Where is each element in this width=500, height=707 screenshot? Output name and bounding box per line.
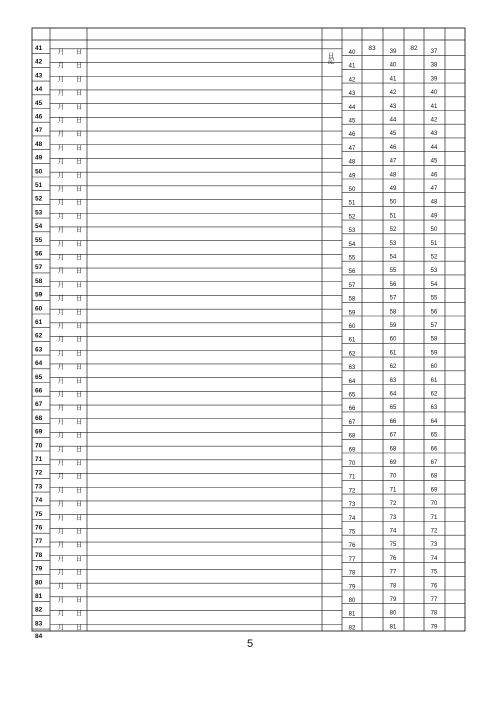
tally-value-c: 49 (430, 213, 438, 220)
tally-value-c: 45 (430, 158, 438, 165)
tally-value-b: 80 (389, 610, 397, 617)
tally-value-c: 68 (430, 473, 438, 480)
tally-value-c: 79 (430, 624, 438, 631)
tally-value-c: 78 (430, 610, 438, 617)
tally-value-a: 56 (348, 269, 356, 276)
date-month-label: 月 (57, 199, 65, 207)
tally-value-a: 61 (348, 337, 356, 344)
date-day-label: 日 (75, 89, 83, 97)
tally-value-b: 67 (389, 432, 397, 439)
row-number: 77 (35, 538, 43, 546)
row-number: 83 (35, 620, 43, 628)
tally-value-c: 60 (430, 364, 438, 371)
date-day-label: 日 (75, 212, 83, 220)
date-month-label: 月 (57, 404, 65, 412)
tally-value-b: 78 (389, 583, 397, 590)
date-day-label: 日 (75, 500, 83, 508)
tally-value-a: 72 (348, 488, 356, 495)
tally-value-c: 48 (430, 199, 438, 206)
date-day-label: 日 (75, 569, 83, 577)
tally-value-b: 58 (389, 309, 397, 316)
tally-value-a: 77 (348, 556, 356, 563)
tally-value-c: 70 (430, 501, 438, 508)
row-number: 62 (35, 332, 43, 340)
row-number: 82 (35, 606, 43, 614)
date-month-label: 月 (57, 158, 65, 166)
tally-value-a: 47 (348, 145, 356, 152)
date-day-label: 日 (75, 199, 83, 207)
tally-value-c: 37 (430, 49, 438, 55)
tally-value-c: 55 (430, 295, 438, 302)
tally-value-a: 75 (348, 529, 356, 536)
date-month-label: 月 (57, 62, 65, 70)
tally-value-c: 75 (430, 569, 438, 576)
tally-value-a: 76 (348, 543, 356, 550)
date-day-label: 日 (75, 404, 83, 412)
row-number: 48 (35, 140, 43, 148)
tally-value-c: 40 (430, 90, 438, 97)
tally-value-b: 48 (389, 172, 397, 179)
date-day-label: 日 (75, 349, 83, 357)
tally-value-a: 54 (348, 241, 356, 248)
tally-value-b: 72 (389, 501, 397, 508)
date-month-label: 月 (57, 528, 65, 535)
tally-value-b: 47 (389, 158, 397, 165)
date-day-label: 日 (75, 75, 83, 83)
tally-value-a: 64 (348, 378, 356, 385)
row-number: 68 (35, 414, 43, 422)
tally-value-c: 67 (430, 460, 438, 466)
tally-value-a: 42 (348, 77, 356, 84)
tally-value-a: 79 (348, 584, 356, 591)
date-day-label: 日 (75, 363, 83, 371)
tally-value-b: 81 (389, 624, 397, 631)
date-day-label: 日 (75, 295, 83, 303)
row-number: 67 (35, 401, 43, 409)
tally-value-a: 58 (348, 296, 356, 303)
tally-value-c: 42 (430, 117, 438, 124)
tally-value-a: 65 (348, 392, 356, 399)
tally-value-a: 53 (348, 228, 356, 235)
tally-value-a: 48 (348, 159, 356, 166)
row-number: 78 (35, 551, 43, 559)
tally-value-c: 56 (430, 309, 438, 316)
date-month-label: 月 (57, 610, 65, 618)
date-month-label: 月 (57, 418, 65, 426)
tally-value-b: 75 (389, 542, 397, 549)
tally-value-b: 73 (389, 514, 397, 521)
row-number: 46 (35, 113, 43, 121)
row-number: 54 (35, 223, 43, 231)
tally-value-b: 63 (389, 377, 397, 384)
row-number: 49 (35, 154, 43, 162)
row-number: 75 (35, 510, 43, 518)
tally-value-c: 69 (430, 487, 438, 494)
date-month-label: 月 (57, 240, 65, 248)
row-number: 63 (35, 346, 43, 354)
row-number: 76 (35, 524, 43, 532)
date-month-label: 月 (57, 295, 65, 303)
tally-value-a: 63 (348, 365, 356, 372)
tally-value-a: 40 (348, 50, 356, 56)
tally-value-b: 40 (389, 62, 397, 69)
date-month-label: 月 (57, 582, 65, 590)
tally-value-c: 47 (430, 186, 438, 192)
tally-value-a: 45 (348, 118, 356, 125)
tally-value-b: 53 (389, 240, 397, 247)
date-month-label: 月 (57, 281, 65, 289)
row-number: 56 (35, 250, 43, 258)
tally-value-c: 73 (430, 542, 438, 549)
row-number: 72 (35, 469, 43, 477)
date-day-label: 日 (75, 555, 83, 563)
tally-value-a: 71 (348, 474, 356, 481)
date-month-label: 月 (57, 500, 65, 508)
date-day-label: 日 (75, 623, 83, 631)
tally-value-b: 74 (389, 528, 397, 535)
date-day-label: 日 (75, 144, 83, 152)
tally-value-c: 64 (430, 418, 438, 425)
date-day-label: 日 (75, 308, 83, 316)
row-number: 65 (35, 373, 43, 381)
tally-value-b: 56 (389, 281, 397, 288)
tally-value-c: 71 (430, 514, 438, 521)
tally-value-c: 46 (430, 172, 438, 179)
date-day-label: 日 (75, 541, 83, 549)
tally-value-a: 69 (348, 447, 356, 454)
row-number: 50 (35, 168, 43, 176)
row-number: 69 (35, 428, 43, 436)
date-day-label: 日 (75, 445, 83, 453)
tally-value-b: 76 (389, 555, 397, 562)
tally-value-a: 49 (348, 173, 356, 180)
row-number: 59 (35, 291, 43, 299)
tally-value-a: 62 (348, 351, 356, 358)
row-number: 74 (35, 497, 43, 505)
tally-value-b: 44 (389, 117, 397, 124)
date-day-label: 日 (75, 281, 83, 289)
row-number: 43 (35, 72, 43, 80)
row-number: 70 (35, 442, 43, 450)
tally-value-b: 59 (389, 323, 397, 329)
date-month-label: 月 (57, 541, 65, 549)
row-number: 45 (35, 99, 43, 107)
date-day-label: 日 (75, 391, 83, 398)
tally-value-c: 76 (430, 583, 438, 590)
date-day-label: 日 (75, 610, 83, 618)
tally-value-b: 43 (389, 103, 397, 110)
tally-value-a: 55 (348, 255, 356, 262)
tally-value-a: 81 (348, 611, 356, 618)
tally-value-b: 62 (389, 364, 397, 371)
row-number: 42 (35, 58, 43, 66)
date-month-label: 月 (57, 89, 65, 97)
tally-value-a: 46 (348, 132, 356, 139)
row-number: 41 (35, 45, 43, 52)
tally-value-b: 52 (389, 227, 397, 234)
tally-value-b: 54 (389, 254, 397, 261)
tally-value-b: 42 (389, 90, 397, 97)
date-month-label: 月 (57, 75, 65, 83)
tally-value-a: 44 (348, 104, 356, 111)
row-number: 55 (35, 236, 43, 244)
tally-value-b: 69 (389, 460, 397, 466)
tally-value-b: 64 (389, 391, 397, 398)
date-month-label: 月 (57, 623, 65, 631)
row-number: 60 (35, 305, 43, 313)
date-day-label: 日 (75, 171, 83, 179)
date-month-label: 月 (57, 445, 65, 453)
tally-value-b: 49 (389, 186, 397, 192)
tally-value-a: 43 (348, 91, 356, 98)
tally-value-b: 60 (389, 336, 397, 343)
date-month-label: 月 (57, 212, 65, 220)
tally-value-b: 55 (389, 268, 397, 275)
tally-value-b: 61 (389, 350, 397, 357)
row-number: 80 (35, 579, 43, 587)
row-number: 71 (35, 456, 43, 463)
row-number: 73 (35, 483, 43, 491)
header-number-left: 83 (368, 45, 376, 52)
row-number: 44 (35, 86, 43, 94)
tally-value-c: 61 (430, 377, 438, 384)
tally-value-b: 57 (389, 295, 397, 302)
row-number: 53 (35, 209, 43, 217)
date-month-label: 月 (57, 514, 65, 522)
tally-value-c: 58 (430, 336, 438, 343)
tally-value-a: 70 (348, 461, 356, 467)
tally-value-b: 77 (389, 569, 397, 576)
date-day-label: 日 (75, 596, 83, 604)
tally-value-a: 68 (348, 433, 356, 440)
tally-value-b: 65 (389, 405, 397, 412)
date-day-label: 日 (75, 103, 83, 111)
tally-value-a: 52 (348, 214, 356, 221)
date-day-label: 日 (75, 240, 83, 248)
tally-value-b: 39 (389, 49, 397, 55)
tally-value-c: 77 (430, 597, 438, 603)
date-month-label: 月 (57, 254, 65, 261)
page-number: 5 (246, 638, 254, 650)
row-number: 61 (35, 319, 43, 326)
tally-value-b: 50 (389, 199, 397, 206)
date-month-label: 月 (57, 569, 65, 577)
date-month-label: 月 (57, 555, 65, 563)
date-month-label: 月 (57, 144, 65, 152)
date-day-label: 日 (75, 117, 83, 124)
tally-value-b: 79 (389, 597, 397, 603)
row-number: 52 (35, 195, 43, 203)
tally-value-c: 74 (430, 555, 438, 562)
tally-value-a: 73 (348, 502, 356, 509)
date-day-label: 日 (75, 473, 83, 481)
date-day-label: 日 (75, 158, 83, 166)
tally-value-b: 71 (389, 487, 397, 494)
row-number: 57 (35, 264, 43, 272)
tally-value-a: 50 (348, 187, 356, 193)
date-month-label: 月 (57, 432, 65, 440)
date-month-label: 月 (57, 377, 65, 385)
tally-value-c: 39 (430, 76, 438, 83)
tally-value-c: 72 (430, 528, 438, 535)
date-month-label: 月 (57, 322, 65, 330)
date-month-label: 月 (57, 103, 65, 111)
date-day-label: 日 (75, 582, 83, 590)
date-day-label: 日 (75, 130, 83, 138)
date-day-label: 日 (75, 62, 83, 70)
date-day-label: 日 (75, 486, 83, 494)
row-number: 51 (35, 182, 43, 189)
date-day-label: 日 (75, 514, 83, 522)
date-day-label: 日 (75, 254, 83, 261)
tally-value-c: 53 (430, 268, 438, 275)
tally-value-c: 44 (430, 144, 438, 151)
tally-value-a: 41 (348, 63, 356, 70)
tally-value-c: 52 (430, 254, 438, 261)
date-day-label: 日 (75, 322, 83, 330)
tally-value-a: 59 (348, 310, 356, 317)
tally-value-b: 46 (389, 144, 397, 151)
date-month-label: 月 (57, 596, 65, 604)
header-number-right: 82 (410, 45, 418, 52)
date-month-label: 月 (57, 486, 65, 494)
date-month-label: 月 (57, 363, 65, 371)
date-day-label: 日 (75, 185, 83, 193)
date-day-label: 日 (75, 336, 83, 344)
tally-value-a: 80 (348, 598, 356, 604)
tally-value-c: 57 (430, 323, 438, 329)
date-month-label: 月 (57, 48, 65, 56)
tally-value-c: 38 (430, 62, 438, 69)
row-number-trailing: 84 (35, 633, 43, 640)
date-month-label: 月 (57, 473, 65, 481)
tally-value-c: 41 (430, 103, 438, 110)
tally-value-a: 74 (348, 515, 356, 522)
tally-value-c: 65 (430, 432, 438, 439)
date-month-label: 月 (57, 185, 65, 193)
tally-value-b: 51 (389, 213, 397, 220)
date-month-label: 月 (57, 226, 65, 234)
date-month-label: 月 (57, 130, 65, 138)
tally-value-c: 66 (430, 446, 438, 453)
tally-value-a: 67 (348, 419, 356, 426)
tally-value-b: 66 (389, 418, 397, 425)
date-month-label: 月 (57, 267, 65, 275)
date-month-label: 月 (57, 171, 65, 179)
date-day-label: 日 (75, 418, 83, 426)
date-day-label: 日 (75, 377, 83, 385)
date-day-label: 日 (75, 226, 83, 234)
row-number: 58 (35, 277, 43, 285)
date-day-label: 日 (75, 267, 83, 275)
row-number: 47 (35, 127, 43, 135)
date-day-label: 日 (75, 48, 83, 56)
tally-value-a: 82 (348, 625, 356, 632)
tally-value-a: 78 (348, 570, 356, 577)
tally-value-c: 43 (430, 131, 438, 138)
tally-value-a: 60 (348, 324, 356, 330)
date-month-label: 月 (57, 349, 65, 357)
tally-value-a: 66 (348, 406, 356, 413)
date-day-label: 日 (75, 528, 83, 535)
date-month-label: 月 (57, 459, 65, 467)
tally-value-c: 63 (430, 405, 438, 412)
date-month-label: 月 (57, 117, 65, 124)
tally-value-b: 45 (389, 131, 397, 138)
date-month-label: 月 (57, 391, 65, 398)
tally-value-b: 41 (389, 76, 397, 83)
date-day-label: 日 (75, 432, 83, 440)
tally-value-a: 57 (348, 282, 356, 289)
tally-value-c: 50 (430, 227, 438, 234)
tally-value-c: 51 (430, 240, 438, 247)
row-number: 66 (35, 387, 43, 395)
header-mark-text: 日記 (326, 52, 334, 63)
tally-value-c: 54 (430, 281, 438, 288)
tally-value-c: 62 (430, 391, 438, 398)
date-month-label: 月 (57, 336, 65, 344)
date-month-label: 月 (57, 308, 65, 316)
date-day-label: 日 (75, 459, 83, 467)
tally-value-b: 68 (389, 446, 397, 453)
tally-value-b: 70 (389, 473, 397, 480)
row-number: 79 (35, 565, 43, 573)
row-number: 64 (35, 360, 43, 368)
row-number: 81 (35, 593, 43, 600)
tally-value-a: 51 (348, 200, 356, 207)
tally-value-c: 59 (430, 350, 438, 357)
